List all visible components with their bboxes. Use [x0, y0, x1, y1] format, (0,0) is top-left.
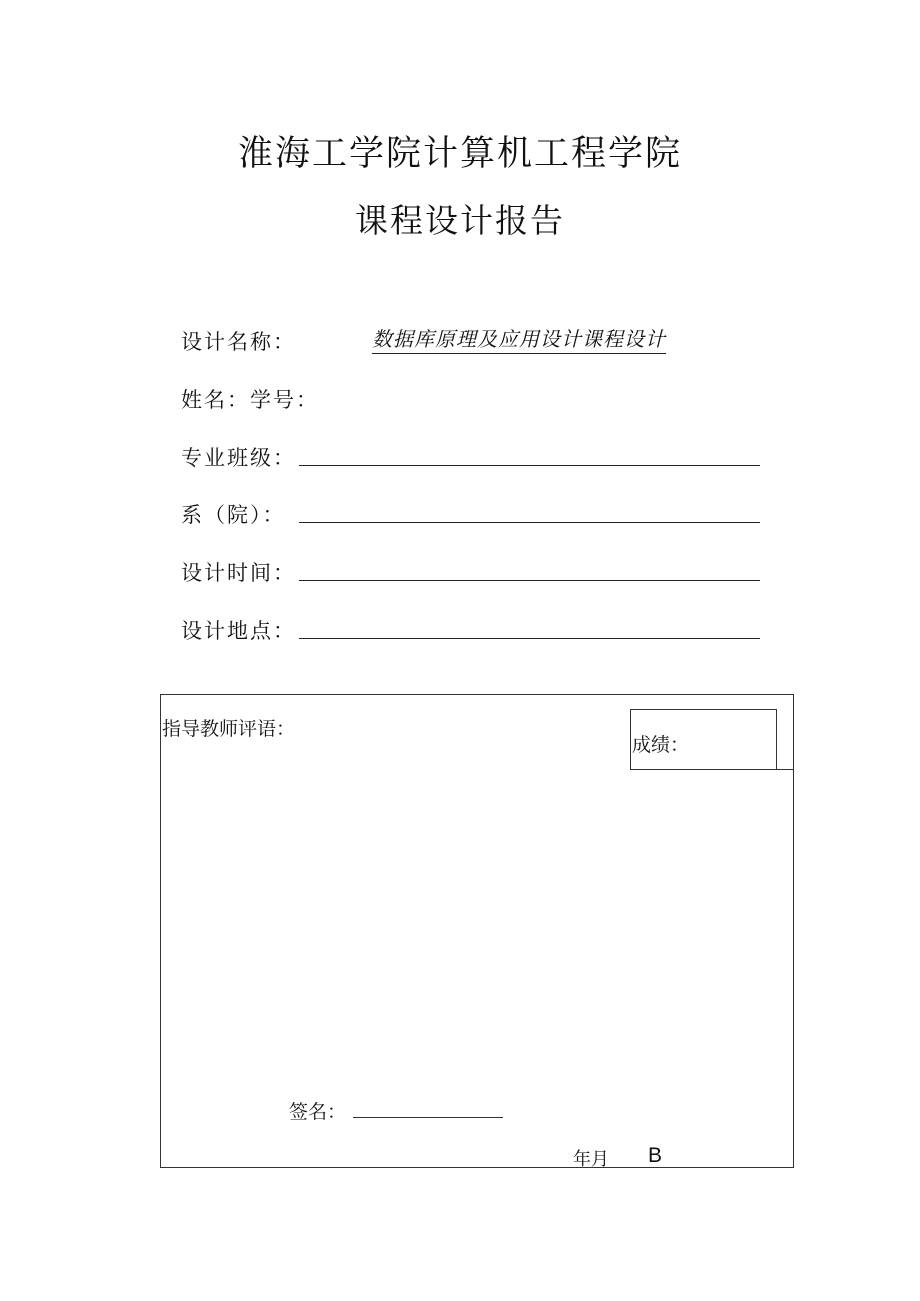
design-time-label: 设计时间：: [181, 561, 296, 585]
design-name-label: 设计名称：: [181, 330, 296, 354]
design-name-value: 数据库原理及应用设计课程设计: [372, 326, 666, 354]
department-line: [299, 522, 760, 523]
design-place-label: 设计地点：: [181, 619, 296, 643]
name-id-label: 姓名：学号：: [181, 388, 319, 412]
comment-label: 指导教师评语：: [162, 718, 296, 740]
date-label: 年月: [573, 1149, 609, 1170]
department-label: 系（院）：: [181, 503, 286, 527]
signature-line: [353, 1117, 503, 1118]
design-time-line: [299, 580, 760, 581]
grade-label: 成绩：: [632, 734, 690, 756]
major-class-line: [299, 465, 760, 466]
grade-box-extension: [776, 769, 794, 770]
signature-label: 签名：: [289, 1101, 347, 1123]
date-day: B: [648, 1144, 663, 1167]
institution-title: 淮海工学院计算机工程学院: [237, 134, 682, 174]
report-title: 课程设计报告: [355, 201, 565, 240]
design-place-line: [299, 638, 760, 639]
major-class-label: 专业班级：: [181, 446, 296, 470]
